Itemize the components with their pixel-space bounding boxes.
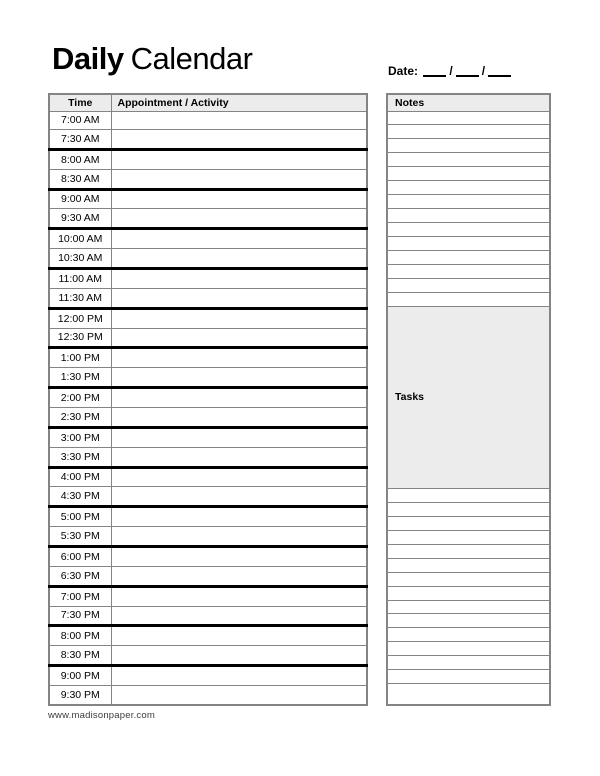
task-cell-row	[387, 502, 550, 516]
time-label: 8:30 PM	[49, 646, 111, 666]
schedule-row	[49, 666, 367, 686]
note-cell	[387, 265, 550, 279]
activity-cell	[111, 129, 367, 149]
time-label: 9:00 AM	[49, 189, 111, 209]
task-cell	[387, 530, 550, 544]
note-cell-row	[387, 265, 550, 279]
task-cell	[387, 656, 550, 670]
note-cell	[387, 167, 550, 181]
schedule-row	[49, 407, 367, 427]
task-cell	[387, 516, 550, 530]
time-label: 3:30 PM	[49, 447, 111, 467]
note-cell	[387, 209, 550, 223]
task-cell	[387, 642, 550, 656]
schedule-table	[48, 93, 368, 706]
time-label: 5:00 PM	[49, 507, 111, 527]
note-cell-row	[387, 181, 550, 195]
activity-cell	[111, 666, 367, 686]
time-label: 7:00 AM	[49, 111, 111, 129]
activity-cell	[111, 546, 367, 566]
task-cell	[387, 586, 550, 600]
activity-cell	[111, 189, 367, 209]
activity-cell	[111, 249, 367, 269]
schedule-row	[49, 111, 367, 129]
activity-cell	[111, 111, 367, 129]
activity-cell	[111, 487, 367, 507]
note-cell	[387, 223, 550, 237]
schedule-row	[49, 467, 367, 487]
tasks-header-row	[387, 307, 550, 489]
time-label: 12:30 PM	[49, 328, 111, 348]
task-cell	[387, 488, 550, 502]
task-cell-row	[387, 530, 550, 544]
schedule-row	[49, 308, 367, 328]
activity-cell	[111, 209, 367, 229]
date-label: Date:	[388, 64, 419, 78]
activity-cell	[111, 328, 367, 348]
time-label: 12:00 PM	[49, 308, 111, 328]
notes-header-row	[387, 94, 550, 111]
date-blank-day	[456, 66, 479, 77]
task-cell	[387, 628, 550, 642]
activity-cell	[111, 169, 367, 189]
schedule-row	[49, 268, 367, 288]
time-label: 3:00 PM	[49, 427, 111, 447]
activity-cell	[111, 407, 367, 427]
activity-cell	[111, 427, 367, 447]
activity-cell	[111, 149, 367, 169]
schedule-row	[49, 328, 367, 348]
schedule-row	[49, 209, 367, 229]
time-label: 1:30 PM	[49, 368, 111, 388]
note-cell-row	[387, 195, 550, 209]
task-cell-row	[387, 656, 550, 670]
task-cell-row	[387, 572, 550, 586]
activity-cell	[111, 606, 367, 626]
task-cell-row	[387, 544, 550, 558]
note-cell-row	[387, 237, 550, 251]
note-cell	[387, 125, 550, 139]
activity-cell	[111, 447, 367, 467]
time-column-header: Time	[49, 94, 111, 111]
page-title	[52, 42, 252, 76]
task-cell	[387, 614, 550, 628]
footer-url: www.madisonpaper.com	[48, 710, 155, 721]
note-cell-row	[387, 167, 550, 181]
note-cell-row	[387, 209, 550, 223]
schedule-row	[49, 189, 367, 209]
schedule-row	[49, 427, 367, 447]
schedule-row	[49, 586, 367, 606]
activity-cell	[111, 388, 367, 408]
time-label: 9:30 PM	[49, 686, 111, 706]
task-cell	[387, 558, 550, 572]
task-cell-row	[387, 684, 550, 705]
note-cell-row	[387, 251, 550, 265]
time-label: 8:00 AM	[49, 149, 111, 169]
activity-cell	[111, 566, 367, 586]
schedule-row	[49, 229, 367, 249]
activity-cell	[111, 268, 367, 288]
date-field	[388, 64, 513, 78]
time-label: 9:00 PM	[49, 666, 111, 686]
note-cell	[387, 279, 550, 293]
time-label: 8:30 AM	[49, 169, 111, 189]
schedule-row	[49, 606, 367, 626]
task-cell-row	[387, 670, 550, 684]
task-cell	[387, 502, 550, 516]
activity-cell	[111, 308, 367, 328]
task-cell-row	[387, 516, 550, 530]
date-blank-month	[423, 66, 446, 77]
time-label: 8:00 PM	[49, 626, 111, 646]
task-cell-row	[387, 642, 550, 656]
schedule-row	[49, 388, 367, 408]
note-cell-row	[387, 139, 550, 153]
time-label: 4:30 PM	[49, 487, 111, 507]
task-cell-row	[387, 600, 550, 614]
time-label: 5:30 PM	[49, 527, 111, 547]
activity-cell	[111, 626, 367, 646]
activity-cell	[111, 646, 367, 666]
time-label: 11:00 AM	[49, 268, 111, 288]
time-label: 6:00 PM	[49, 546, 111, 566]
note-cell-row	[387, 223, 550, 237]
time-label: 10:00 AM	[49, 229, 111, 249]
schedule-row	[49, 169, 367, 189]
schedule-row	[49, 348, 367, 368]
schedule-row	[49, 566, 367, 586]
schedule-row	[49, 686, 367, 706]
activity-cell	[111, 527, 367, 547]
schedule-row	[49, 546, 367, 566]
schedule-row	[49, 149, 367, 169]
note-cell-row	[387, 125, 550, 139]
task-cell-row	[387, 614, 550, 628]
note-cell	[387, 139, 550, 153]
activity-cell	[111, 348, 367, 368]
date-slash: /	[481, 64, 486, 78]
time-label: 9:30 AM	[49, 209, 111, 229]
task-cell	[387, 670, 550, 684]
page-title-bold: Daily	[52, 41, 124, 76]
task-cell-row	[387, 628, 550, 642]
date-slash: /	[449, 64, 453, 78]
note-cell	[387, 111, 550, 125]
time-label: 6:30 PM	[49, 566, 111, 586]
time-label: 7:30 AM	[49, 129, 111, 149]
schedule-row	[49, 626, 367, 646]
notes-tasks-table	[386, 93, 551, 706]
task-cell-row	[387, 558, 550, 572]
schedule-row	[49, 447, 367, 467]
schedule-row	[49, 288, 367, 308]
schedule-row	[49, 487, 367, 507]
schedule-row	[49, 527, 367, 547]
task-cell	[387, 600, 550, 614]
time-label: 10:30 AM	[49, 249, 111, 269]
note-cell-row	[387, 293, 550, 307]
date-blank-year	[488, 66, 511, 77]
task-cell	[387, 684, 550, 705]
time-label: 2:30 PM	[49, 407, 111, 427]
task-cell-row	[387, 488, 550, 502]
activity-cell	[111, 288, 367, 308]
activity-cell	[111, 229, 367, 249]
note-cell	[387, 181, 550, 195]
page-title-light: Calendar	[130, 41, 253, 76]
schedule-row	[49, 368, 367, 388]
note-cell-row	[387, 153, 550, 167]
note-cell	[387, 195, 550, 209]
time-label: 2:00 PM	[49, 388, 111, 408]
time-label: 7:30 PM	[49, 606, 111, 626]
tasks-header: Tasks	[387, 307, 550, 489]
task-cell-row	[387, 586, 550, 600]
schedule-row	[49, 646, 367, 666]
activity-column-header: Appointment / Activity	[111, 94, 367, 111]
schedule-row	[49, 249, 367, 269]
activity-cell	[111, 507, 367, 527]
activity-cell	[111, 586, 367, 606]
time-label: 1:00 PM	[49, 348, 111, 368]
task-cell	[387, 544, 550, 558]
schedule-row	[49, 507, 367, 527]
activity-cell	[111, 686, 367, 706]
task-cell	[387, 572, 550, 586]
schedule-row	[49, 129, 367, 149]
note-cell	[387, 237, 550, 251]
schedule-header-row	[49, 94, 367, 111]
notes-header: Notes	[387, 94, 550, 111]
note-cell-row	[387, 111, 550, 125]
note-cell	[387, 153, 550, 167]
note-cell	[387, 251, 550, 265]
time-label: 7:00 PM	[49, 586, 111, 606]
note-cell	[387, 293, 550, 307]
time-label: 11:30 AM	[49, 288, 111, 308]
activity-cell	[111, 467, 367, 487]
activity-cell	[111, 368, 367, 388]
note-cell-row	[387, 279, 550, 293]
time-label: 4:00 PM	[49, 467, 111, 487]
